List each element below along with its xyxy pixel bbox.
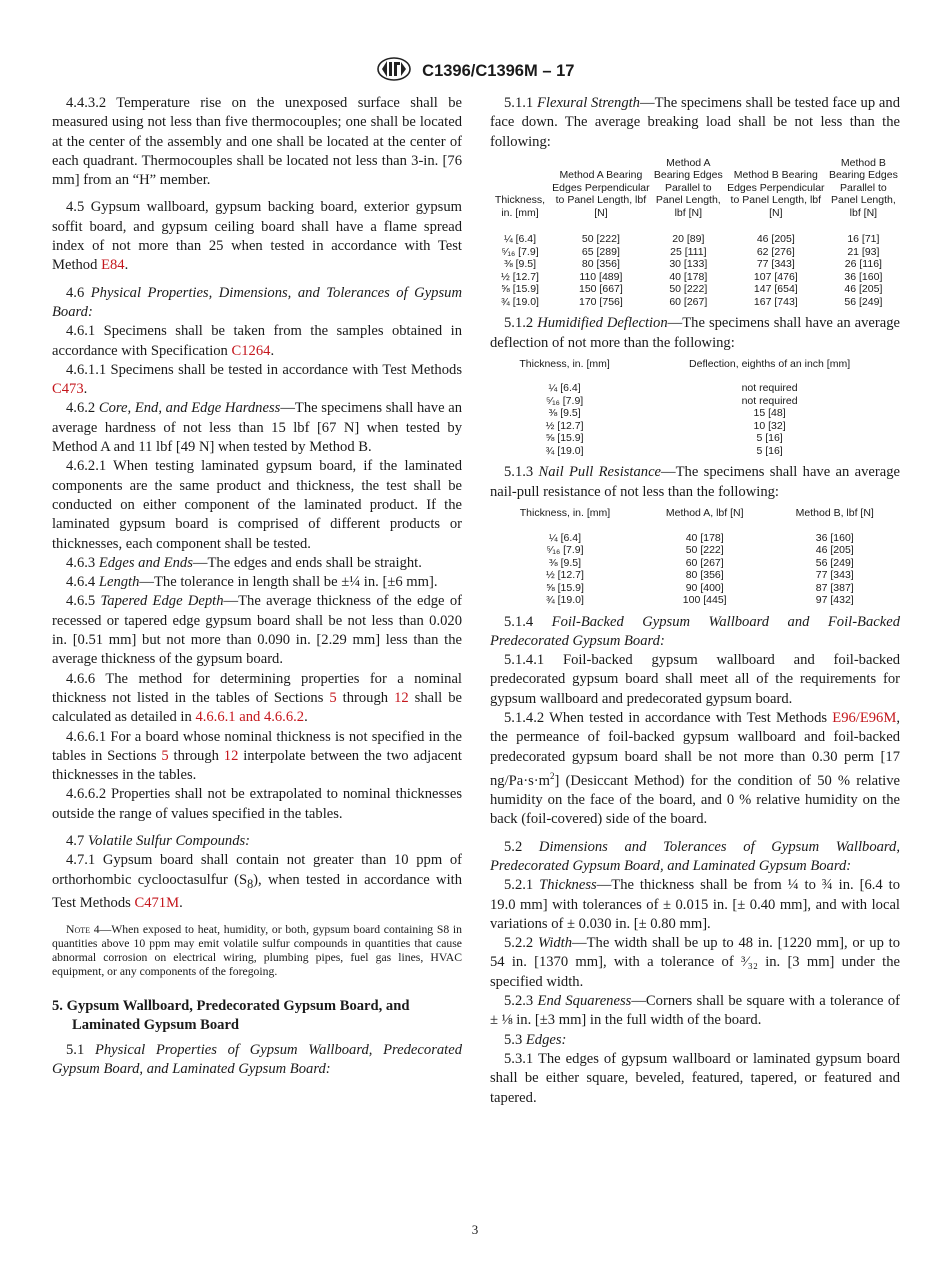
table-cell: 167 [743] [753,295,798,308]
table-header-row [490,157,900,234]
column-header: Method B, lbf [N] [795,507,874,520]
table-cell: 60 [267] [685,556,724,569]
para-4-4-3-2: 4.4.3.2 Temperature rise on the unexposed surface shall be measured using not less than five thermocouples; one shall be located at the center of the assembly and one shall be located at the center of each quadrant. Thermocouples shall be located not less than 3-in. [76 mm] from an “H” member. [52,95,462,189]
para-5-1-2: 5.1.2 Humidified Deflection—The specimens shall have an average deflection of not more than the following: [490,315,900,351]
para-4-6-5: 4.6.5 Tapered Edge Depth—The average thickness of the edge of recessed or tapered edge gypsum board shall be not less than 0.020 in. [0.51 mm] but not more than 0.090 in. [2.29 mm] less than the average thickness of the gypsum board. [52,593,462,668]
table-cell: 5 [16] [756,432,783,445]
table-row [490,233,900,246]
table-row [490,296,900,309]
table-row [490,271,900,284]
table-cell: 77 [343] [815,569,854,582]
table-cell: 80 [356] [685,569,724,582]
para-5-1-4-2: 5.1.4.2 When tested in accordance with Test Methods E96/E96M, the permeance of foil-backed gypsum wallboard and foil-backed predecorated gypsum board shall be not more than 0.30 perm [17 $ng/Pa\cdot s\cdot m^2$] (Desiccant Method) for the condition of 50 % relative humidity on the face of the board, and 0 % relative humidity on the back (foil-covered) side of the board. [490,710,900,828]
link-section-12[interactable]: 12 [394,689,409,706]
para-4-6-6: 4.6.6 The method for determining properties for a nominal thickness not listed in the tables of Sections 5 through 12 shall be calculated as detailed in 4.6.6.1 and 4.6.6.2. [52,670,462,726]
table-cell: ⅝ [15.9] [545,432,584,445]
link-c471m[interactable]: C471M [134,894,180,911]
table-cell: 50 [222] [581,233,620,246]
table-row [490,544,900,557]
column-header: Thickness, in. [mm] [519,357,610,370]
table-cell: 20 [89] [672,233,705,246]
table-cell: not required [741,394,798,407]
link-4-6-6-1[interactable]: 4.6.6.1 and 4.6.6.2 [195,709,305,726]
column-header: Method A Bearing Edges Perpendicular to Panel Length, lbf [N] [552,169,650,219]
table-row [490,445,900,458]
table-cell: 107 [476] [753,270,798,283]
table-cell: 15 [48] [753,407,786,420]
table-row [490,557,900,570]
table-row [490,569,900,582]
table-cell: 60 [267] [669,295,708,308]
page-number: 3 [471,1222,479,1237]
link-e84[interactable]: E84 [101,257,125,274]
column-header: Method B Bearing Edges Perpendicular to Panel Length, lbf [N] [727,169,825,219]
para-4-6-3: 4.6.3 Edges and Ends—The edges and ends shall be straight. [66,554,422,571]
para-4-6-4: 4.6.4 Length—The tolerance in length shall be ±¼ in. [±6 mm]. [66,574,438,591]
table-cell: 21 [93] [847,245,880,258]
column-header: Thickness, in. [mm] [519,507,611,520]
para-4-7-1: 4.7.1 Gypsum board shall contain not greater than 10 ppm of orthorhombic cyclooctasulfur $(S_8)$, when tested in accordance with Test Methods C471M. [52,852,462,911]
table-cell: 36 [160] [815,531,854,544]
note-4: Note 4—When exposed to heat, humidity, or both, gypsum board containing S8 in quantities above 10 ppm may emit volatile sulfur compounds in quantities that cause abnormal corrosion on electrical wiring, plumbing pipes, fuel gas lines, HVAC equipment, or any components of the foregoing. [52,923,462,979]
link-e96-e96m[interactable]: E96/E96M [832,710,897,727]
table-cell: 36 [160] [844,270,883,283]
para-4-5: 4.5 Gypsum wallboard, gypsum backing board, exterior gypsum soffit board, and gypsum ceiling board shall have a flame spread index of not more than 25 when tested in accordance with Test Method E84. [52,199,462,274]
section-5-heading: 5. Gypsum Wallboard, Predecorated Gypsum Board, and Laminated Gypsum Board [52,998,410,1034]
column-header: Method A Bearing Edges Parallel to Panel Length, lbf [N] [653,156,723,219]
table-cell: 56 [249] [815,556,854,569]
para-4-6-2-1: 4.6.2.1 When testing laminated gypsum board, if the laminated components are the same product and thickness, the test shall be conducted on either component of the laminated product. If the laminated gypsum board is comprised of different products or thicknesses, each component shall be tested. [52,458,462,552]
column-header: Method A, lbf [N] [665,507,744,520]
table-row [490,246,900,259]
table-cell: ⁵⁄₁₆ [7.9] [501,245,539,258]
table-cell: 65 [289] [581,245,620,258]
table-cell: 46 [205] [756,233,795,246]
table-row [490,407,900,420]
para-5-2-1: 5.2.1 Thickness—The thickness shall be from ¼ to ¾ in. [6.4 to 19.0 mm] with tolerances of ± 0.015 in. [± 0.40 mm], and with local variations of ± 0.030 in. [± 0.80 mm]. [490,877,900,932]
table-cell: 56 [249] [844,295,883,308]
left-column [52,94,462,1080]
table-cell: ¾ [19.0] [501,295,539,308]
para-5-3-1: 5.3.1 The edges of gypsum wallboard or laminated gypsum board shall be either square, beveled, featured, tapered, or featured and tapered. [490,1050,900,1106]
table-cell: 40 [178] [685,531,724,544]
table-cell: 50 [222] [669,283,708,296]
para-5-1-1: 5.1.1 Flexural Strength—The specimens shall be tested face up and face down. The average breaking load shall be not less than the following: [490,95,900,150]
table-row [490,258,900,271]
table-cell: 90 [400] [685,581,724,594]
link-section-5[interactable]: 5 [329,689,337,706]
table-cell: ¾ [19.0] [545,444,584,457]
humidified-deflection-table [490,358,900,458]
table-cell: ¼ [6.4] [548,531,581,544]
link-section-12[interactable]: 12 [223,747,239,764]
table-row [490,432,900,445]
table-header-row [490,358,900,383]
table-cell: 26 [116] [844,258,882,271]
table-cell: 147 [654] [753,283,798,296]
table-cell: 170 [756] [579,295,623,308]
column-header: Deflection, eighths of an inch [mm] [689,357,851,370]
document-designation: C1396/C1396M – 17 [422,62,575,80]
table-cell: 100 [445] [682,594,727,607]
table-cell: ¾ [19.0] [545,594,584,607]
table-cell: 46 [205] [815,544,854,557]
table-cell: ½ [12.7] [545,569,584,582]
page-header [0,56,950,87]
table-cell: 16 [71] [847,233,880,246]
para-4-6-6-1: 4.6.6.1 For a board whose nominal thickness is not specified in the tables in Sections 5 through 12 interpolate between the two adjacent thicknesses in the tables. [52,728,462,784]
table-cell: ⅝ [15.9] [545,581,584,594]
table-cell: 10 [32] [753,419,786,432]
nail-pull-resistance-table [490,507,900,607]
table-cell: 62 [276] [756,245,795,258]
table-cell: 30 [133] [669,258,708,271]
column-header: Method B Bearing Edges Parallel to Panel Length, lbf [N] [828,156,898,219]
link-section-5[interactable]: 5 [161,747,169,764]
para-4-7: 4.7 Volatile Sulfur Compounds: [66,832,251,849]
table-cell: 25 [111] [670,245,707,258]
table-row [490,594,900,607]
para-5-1-3: 5.1.3 Nail Pull Resistance—The specimens shall have an average nail-pull resistance of not less than the following: [490,464,900,500]
table-cell: ⅝ [15.9] [501,283,539,296]
table-row [490,382,900,395]
para-5-1-4-1: 5.1.4.1 Foil-backed gypsum wallboard and foil-backed predecorated gypsum board shall meet all of the requirements for gypsum wallboard and predecorated gypsum board. [490,652,900,707]
link-c473[interactable]: C473 [52,381,84,398]
link-c1264[interactable]: C1264 [231,342,271,359]
para-4-6-1-1: 4.6.1.1 Specimens shall be tested in accordance with Test Methods C473. [52,361,462,398]
table-cell: 150 [667] [579,283,623,296]
table-cell: ⅜ [9.5] [548,556,581,569]
table-cell: ½ [12.7] [545,419,584,432]
para-4-6-1: 4.6.1 Specimens shall be taken from the samples obtained in accordance with Specification C1264. [52,323,462,359]
table-row [490,582,900,595]
para-5-2: 5.2 Dimensions and Tolerances of Gypsum Wallboard, Predecorated Gypsum Board, and Laminated Gypsum Board: [490,838,901,874]
table-row [490,532,900,545]
table-cell: ⁵⁄₁₆ [7.9] [545,394,584,407]
table-row [490,395,900,408]
table-cell: 97 [432] [815,594,854,607]
para-5-3: 5.3 Edges: [504,1031,567,1048]
table-cell: ¼ [6.4] [548,382,581,395]
table-cell: 40 [178] [669,270,708,283]
table-cell: 80 [356] [581,258,620,271]
para-4-6-6-2: 4.6.6.2 Properties shall not be extrapolated to nominal thicknesses outside the range of values specified in the tables. [52,786,462,822]
table-cell: ⁵⁄₁₆ [7.9] [546,544,584,557]
para-5-2-3: 5.2.3 End Squareness—Corners shall be square with a tolerance of ± ⅛ in. [±3 mm] in the full width of the board. [490,993,900,1029]
table-cell: ⅜ [9.5] [503,258,537,271]
table-row [490,283,900,296]
table-cell: ¼ [6.4] [503,233,537,246]
para-4-6-2: 4.6.2 Core, End, and Edge Hardness—The specimens shall have an average hardness of not less than 15 lbf [67 N] when tested by Method A and 11 lbf [49 N] when tested by Method B. [52,400,462,456]
table-cell: 50 [222] [685,544,724,557]
para-5-1-4: 5.1.4 Foil-Backed Gypsum Wallboard and Foil-Backed Predecorated Gypsum Board: [490,613,900,649]
table-cell: 87 [387] [815,581,854,594]
para-5-2-2: 5.2.2 Width—The width shall be up to 48 in. [1220 mm], or up to 54 in. [1370 mm], with a tolerance of ³⁄₃₂ in. [3 mm] under the specified width. [490,935,901,990]
para-4-6: 4.6 Physical Properties, Dimensions, and Tolerances of Gypsum Board: [52,284,462,320]
table-header-row [490,507,900,532]
table-cell: 46 [205] [844,283,883,296]
right-column [490,94,900,1108]
column-header: Thickness, in. [mm] [494,194,546,219]
table-cell: 5 [16] [756,444,783,457]
table-cell: 110 [489] [579,270,623,283]
table-cell: not required [741,382,798,395]
table-cell: ⅜ [9.5] [548,407,581,420]
para-5-1: 5.1 Physical Properties of Gypsum Wallboard, Predecorated Gypsum Board, and Laminated Gypsum Board: [52,1042,462,1078]
table-cell: 77 [343] [756,258,795,271]
table-row [490,420,900,433]
flexural-strength-table [490,157,900,309]
astm-logo-icon [376,56,412,87]
table-cell: ½ [12.7] [501,270,539,283]
